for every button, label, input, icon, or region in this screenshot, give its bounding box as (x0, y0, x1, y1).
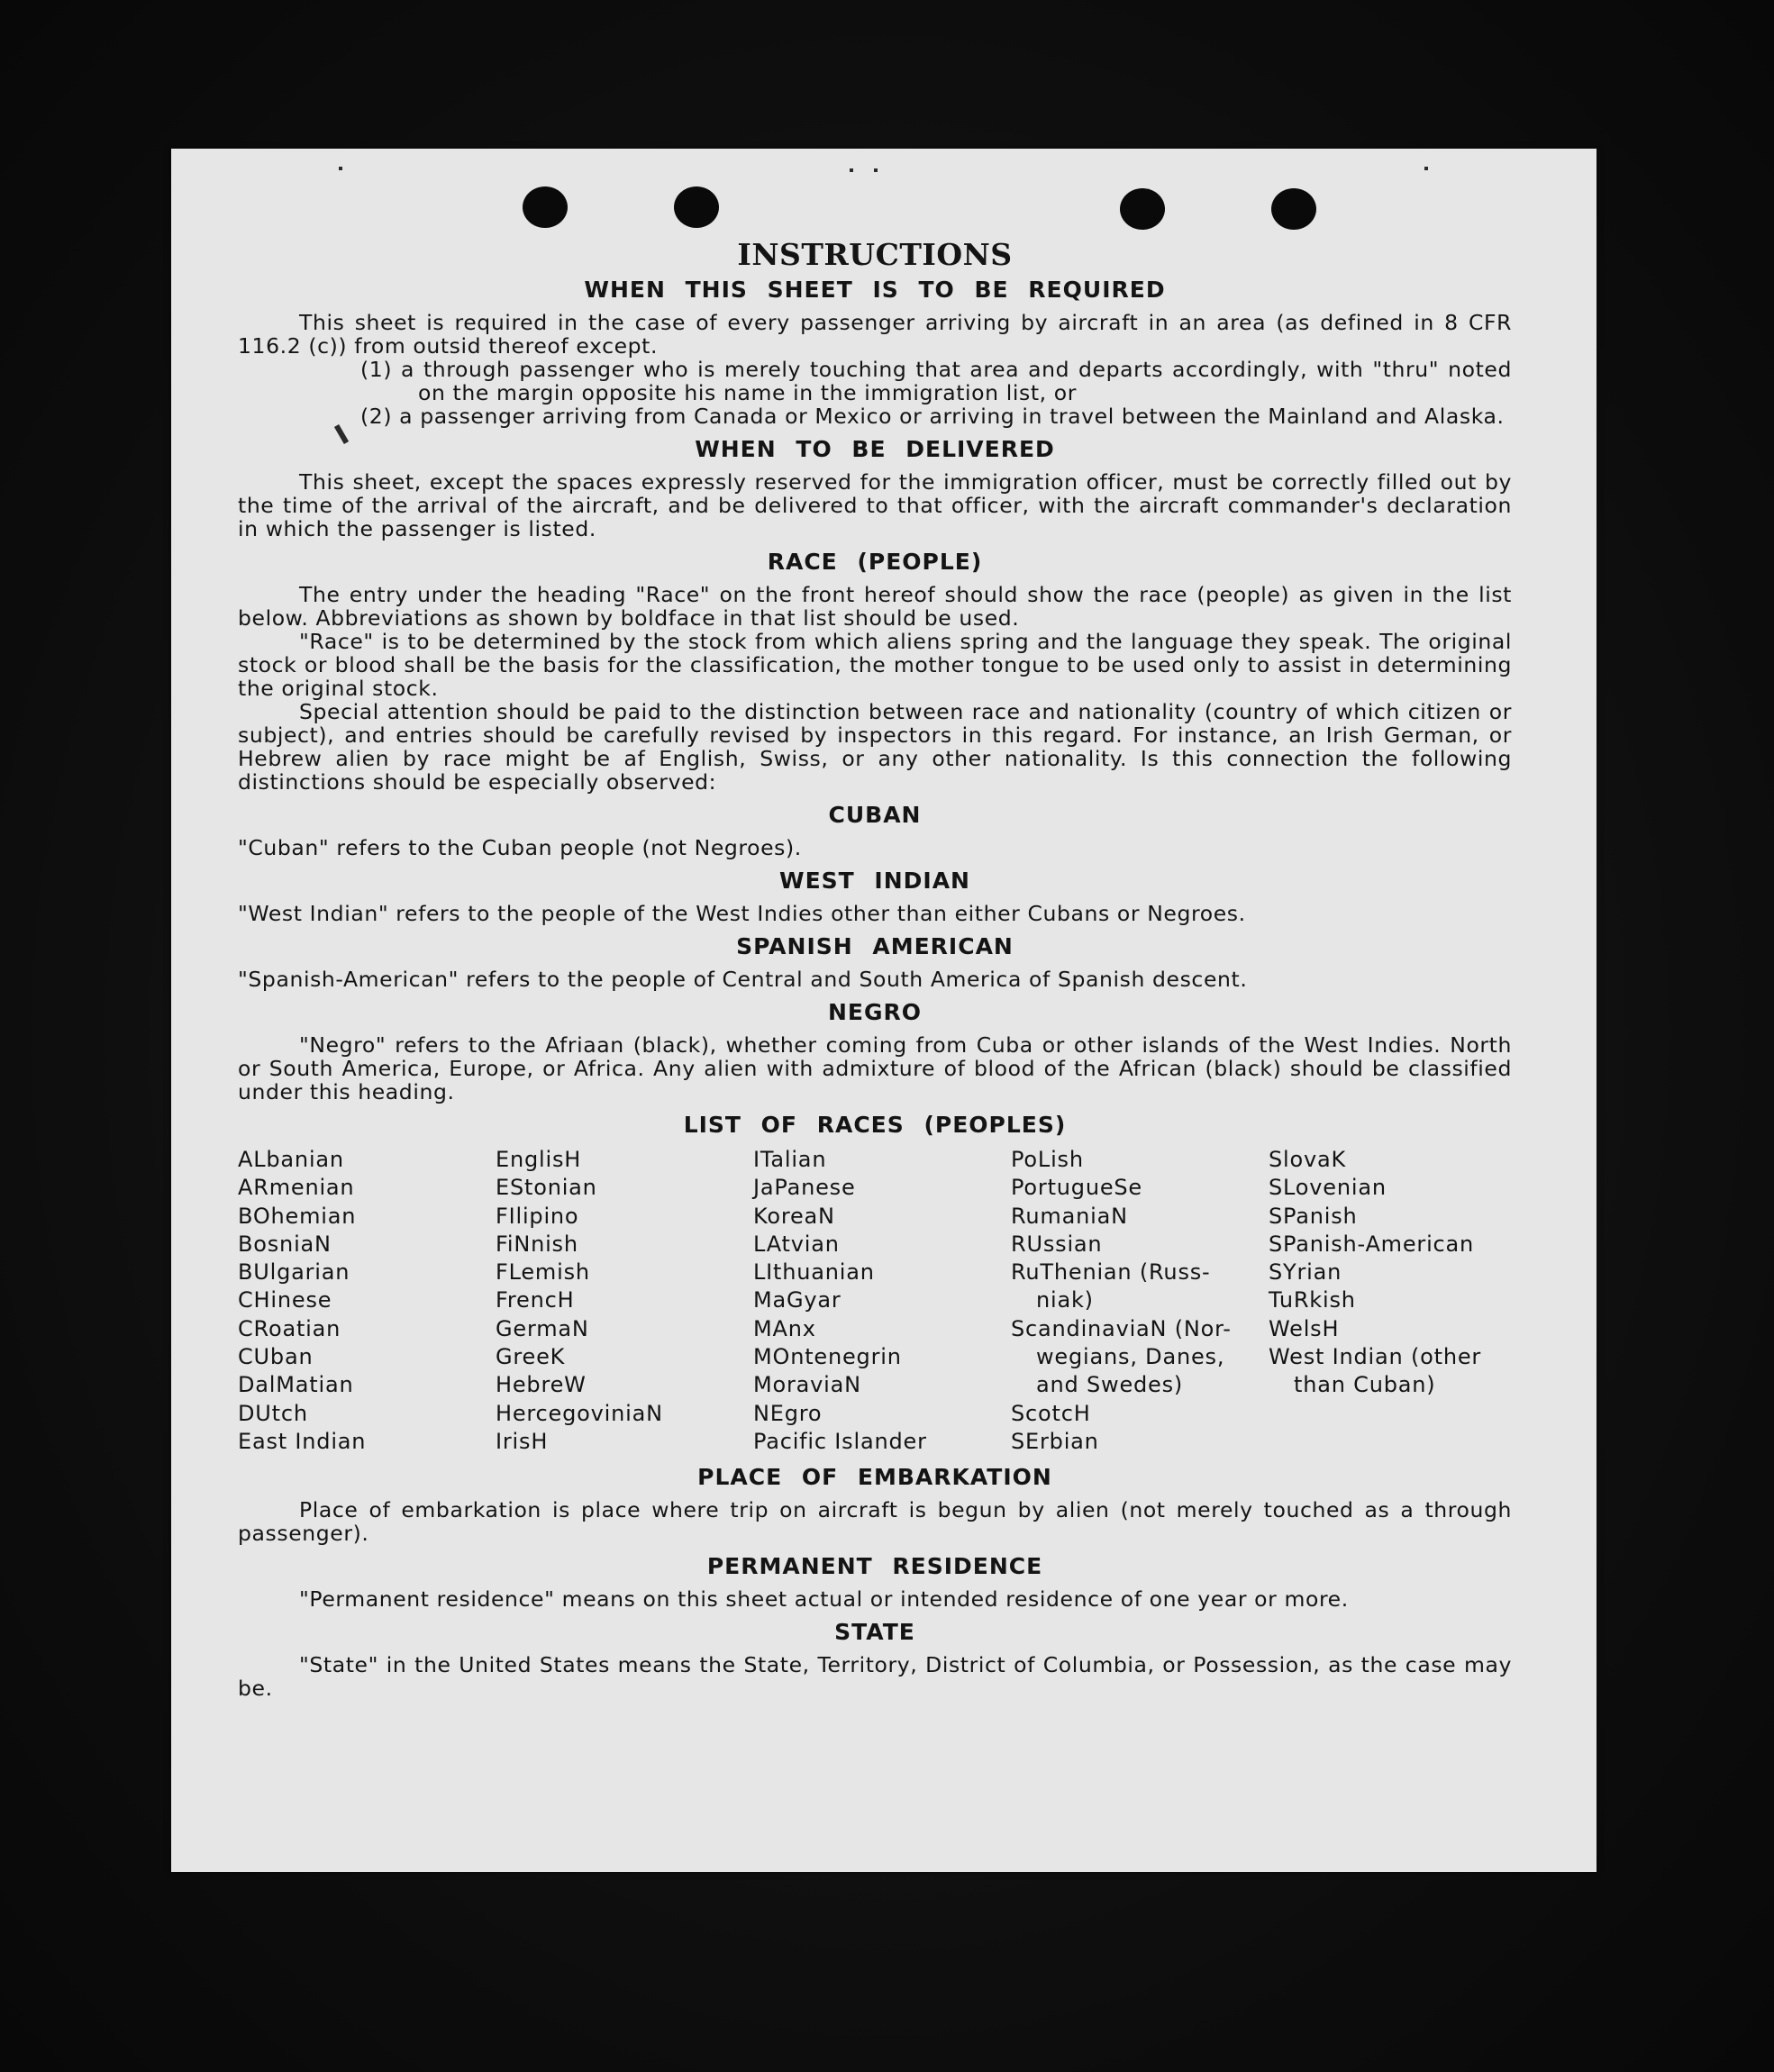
heading-when-delivered: WHEN TO BE DELIVERED (695, 436, 1055, 462)
race-entry: BosniaN (238, 1231, 332, 1257)
race-entry: EnglisH (496, 1147, 582, 1172)
race-paragraph: "Race" is to be determined by the stock from which aliens spring and the language they speak. The original stock or blood shall be the basis for the classification, the mother tongue to be used only to assist in determining the original stock. (238, 629, 1512, 701)
speck (850, 168, 853, 172)
race-list (238, 1146, 1512, 1456)
race-entry: BUlgarian (238, 1259, 350, 1286)
race-entry: RUssian (1011, 1231, 1103, 1257)
heading-race: RACE (PEOPLE) (767, 549, 983, 575)
punch-hole (1120, 188, 1165, 230)
race-entry: MOntenegrin (753, 1344, 902, 1370)
heading-cuban: CUBAN (828, 802, 922, 828)
exception-item: (1) a through passenger who is merely touching that area and departs accordingly, with "thru" noted on the margin opposite his name in the immigration list, or (360, 357, 1512, 405)
heading-negro: NEGRO (827, 999, 923, 1025)
race-entry: WelsH (1269, 1315, 1340, 1341)
punch-hole (1271, 188, 1316, 230)
race-entry: DUtch (238, 1400, 308, 1426)
race-entry: HercegoviniaN (496, 1400, 663, 1426)
race-entry: wegians, Danes, (1036, 1344, 1225, 1370)
race-column (753, 1146, 1011, 1456)
race-entry: HebreW (496, 1372, 587, 1398)
race-entry: SErbian (1011, 1428, 1099, 1454)
race-entry: ALbanian (238, 1147, 344, 1172)
race-entry: SLovenian (1269, 1175, 1387, 1201)
race-entry: niak) (1036, 1287, 1094, 1313)
race-entry: GreeK (496, 1344, 566, 1370)
punch-hole (674, 186, 719, 228)
race-entry: SYrian (1269, 1259, 1342, 1286)
race-entry: ARmenian (238, 1175, 355, 1201)
race-entry: TuRkish (1269, 1287, 1356, 1313)
race-entry: West Indian (other (1269, 1344, 1482, 1370)
punch-hole (523, 186, 568, 228)
heading-place-of-embarkation: PLACE OF EMBARKATION (697, 1464, 1052, 1491)
spanish-american-text: "Spanish-American" refers to the people of Central and South America of Spanish descent. (238, 967, 1248, 992)
race-entry: CUban (238, 1344, 314, 1370)
race-entry: EStonian (496, 1175, 597, 1201)
race-entry: FrencH (496, 1287, 575, 1313)
heading-permanent-residence: PERMANENT RESIDENCE (706, 1553, 1043, 1580)
race-entry: MAnx (753, 1315, 816, 1341)
race-entry: ScotcH (1011, 1400, 1091, 1426)
when-delivered-text: This sheet, except the spaces expressly reserved for the immigration officer, must be correctly filled out by the time of the arrival of the aircraft, and be delivered to that officer, with the aircraft commander's declaration in which the passenger is listed. (238, 469, 1512, 541)
race-entry: CRoatian (238, 1315, 341, 1341)
when-required-intro: This sheet is required in the case of every passenger arriving by aircraft in an area (as defined in 8 CFR 116.2 (c)) from outsid thereof except. (238, 310, 1512, 359)
race-entry: ScandinaviaN (Nor- (1011, 1315, 1232, 1341)
race-entry: PoLish (1011, 1147, 1084, 1172)
race-entry: MoraviaN (753, 1372, 861, 1398)
race-entry: East Indian (238, 1428, 367, 1454)
heading-state: STATE (834, 1619, 915, 1646)
race-entry: FLemish (496, 1259, 590, 1286)
instructions-content (238, 237, 1512, 1700)
race-entry: FIlipino (496, 1203, 579, 1229)
race-entry: SlovaK (1269, 1147, 1347, 1172)
race-paragraph: Special attention should be paid to the distinction between race and nationality (country of which citizen or subject), and entries should be carefully revised by inspectors in this regard. For instance, an Irish German, or Hebrew alien by race might be af English, Swiss, or any other nationality. Is this connection the following distinctions should be especially observed: (238, 699, 1512, 795)
race-entry: IrisH (496, 1428, 549, 1454)
race-entry: GermaN (496, 1315, 589, 1341)
race-entry: LIthuanian (753, 1259, 875, 1286)
heading-list-of-races: LIST OF RACES (PEOPLES) (683, 1112, 1067, 1138)
cuban-text: "Cuban" refers to the Cuban people (not Negroes). (238, 835, 802, 860)
race-entry: MaGyar (753, 1287, 842, 1313)
race-entry: LAtvian (753, 1231, 840, 1257)
race-entry: than Cuban) (1294, 1372, 1436, 1398)
race-column (238, 1146, 496, 1456)
west-indian-text: "West Indian" refers to the people of the West Indies other than either Cubans or Negroes. (238, 901, 1246, 926)
heading-spanish-american: SPANISH AMERICAN (736, 933, 1014, 959)
permanent-residence-text: "Permanent residence" means on this sheet actual or intended residence of one year or more. (299, 1586, 1349, 1613)
race-entry: RuThenian (Russ- (1011, 1259, 1211, 1286)
race-entry: JaPanese (753, 1175, 856, 1201)
race-entry: Pacific Islander (753, 1428, 927, 1454)
race-entry: DalMatian (238, 1372, 354, 1398)
race-entry: SPanish-American (1269, 1231, 1475, 1257)
race-entry: KoreaN (753, 1203, 835, 1229)
place-of-embarkation-text: Place of embarkation is place where trip on aircraft is begun by alien (not merely touched as a through passenger). (238, 1497, 1512, 1547)
instruction-sheet (171, 149, 1597, 1872)
speck (874, 168, 878, 172)
race-entry: PortugueSe (1011, 1175, 1142, 1201)
race-entry: and Swedes) (1036, 1372, 1184, 1398)
race-entry: FiNnish (496, 1231, 578, 1257)
speck (339, 167, 342, 170)
race-entry: SPanish (1269, 1203, 1358, 1229)
race-entry: NEgro (753, 1400, 823, 1426)
race-column (496, 1146, 753, 1456)
heading-when-required: WHEN THIS SHEET IS TO BE REQUIRED (584, 277, 1166, 303)
exception-item: (2) a passenger arriving from Canada or Mexico or arriving in travel between the Mainland and Alaska. (360, 404, 1505, 429)
speck (1424, 167, 1428, 170)
race-paragraph: The entry under the heading "Race" on the front hereof should show the race (people) as given in the list below. Abbreviations as shown by boldface in that list should be used. (238, 582, 1512, 631)
state-text: "State" in the United States means the State, Territory, District of Columbia, or Possession, as the case may be. (238, 1652, 1512, 1702)
race-column (1269, 1146, 1512, 1456)
heading-west-indian: WEST INDIAN (779, 868, 970, 894)
race-entry: ITalian (753, 1147, 827, 1172)
page-title: INSTRUCTIONS (737, 237, 1013, 272)
race-entry: BOhemian (238, 1203, 357, 1229)
race-entry: CHinese (238, 1287, 332, 1313)
race-entry: RumaniaN (1011, 1203, 1128, 1229)
negro-text: "Negro" refers to the Afriaan (black), whether coming from Cuba or other islands of the West Indies. North or South America, Europe, or Africa. Any alien with admixture of blood of the African (black) should be classified under this heading. (238, 1032, 1512, 1104)
race-column (1011, 1146, 1269, 1456)
